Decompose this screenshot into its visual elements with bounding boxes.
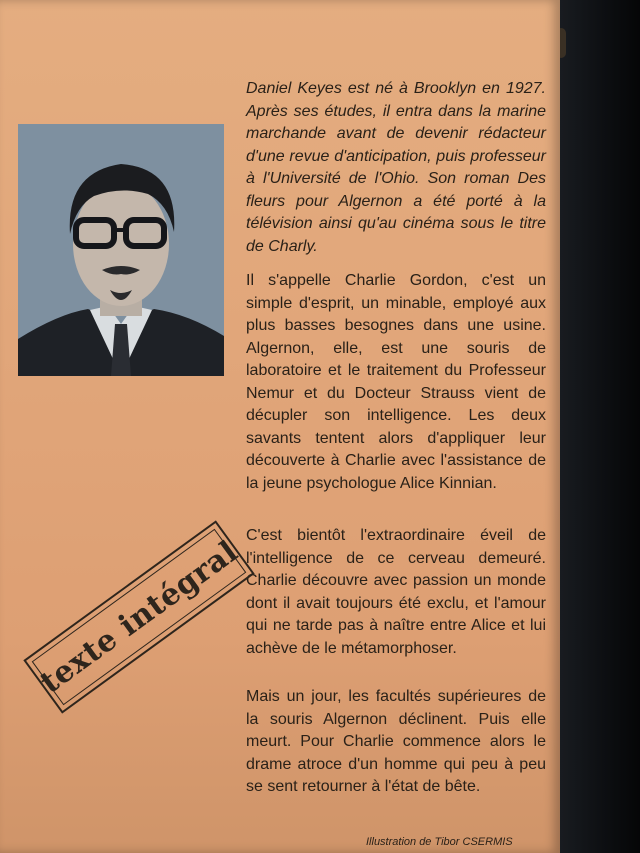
synopsis-text-2: C'est bientôt l'extraordinaire éveil de l'intelligence de ce cerveau demeuré. Charlie découvre avec passion un monde dont il avait toujours été exclu, et l'amour qui ne tarde pas à naître entre Alice et lui achève de le métamorphoser. <box>246 527 546 657</box>
synopsis-text-3: Mais un jour, les facultés supérieures de la souris Algernon déclinent. Puis elle meurt. Pour Charlie commence alors le drame atroce d'un homme qui peu à peu se sent retourner à l'état de bête. <box>246 688 546 795</box>
author-bio <box>246 78 546 258</box>
synopsis-paragraph-2 <box>246 525 546 660</box>
illustration-credit: Illustration de Tibor CSERMIS <box>366 836 513 848</box>
texte-integral-stamp <box>23 520 254 713</box>
author-portrait <box>18 124 224 376</box>
synopsis-paragraph-3 <box>246 686 546 799</box>
book-edge <box>548 0 640 853</box>
stamp-text: texte intégral <box>33 533 245 701</box>
synopsis-text-1: Il s'appelle Charlie Gordon, c'est un simple d'esprit, un minable, employé aux plus basses besognes dans une usine. Algernon, elle, est une souris de laboratoire et le traitement du Professeur Nemur et du Docteur Strauss vient de décupler son intelligence. Les deux savants tentent alors d'appliquer leur découverte à Charlie avec l'assistance de la jeune psychologue Alice Kinnian. <box>246 272 546 492</box>
author-bio-text: Daniel Keyes est né à Brooklyn en 1927. Après ses études, il entra dans la marine marchande avant de devenir rédacteur d'une revue d'anticipation, puis professeur à l'Université de l'Ohio. Son roman Des fleurs pour Algernon a été porté à la télévision ainsi qu'au cinéma sous le titre de Charly. <box>246 80 546 255</box>
author-photo <box>18 124 224 376</box>
synopsis-paragraph-1 <box>246 270 546 495</box>
